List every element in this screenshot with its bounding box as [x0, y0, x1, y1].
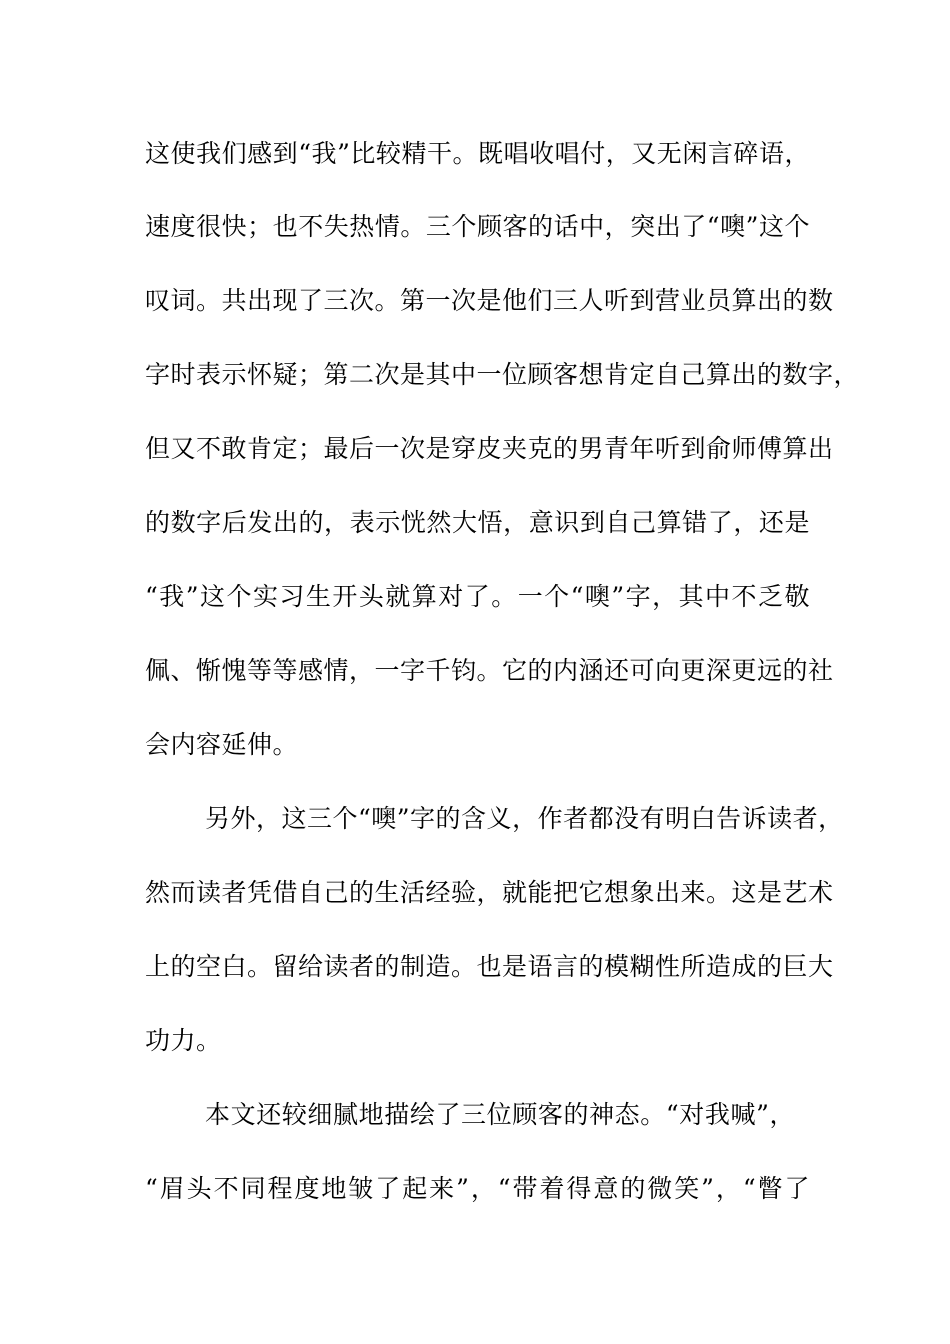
text-line: 速度很快；也不失热情。三个顾客的话中，突出了“噢”这个 [145, 212, 810, 241]
paragraph-first-line: 另外，这三个“噢”字的含义，作者都没有明白告诉读者， [205, 804, 844, 833]
text-line: 但又不敢肯定；最后一次是穿皮夹克的男青年听到俞师傅算出 [145, 434, 834, 463]
text-line: “眉头不同程度地皱了起来”，“带着得意的微笑”，“瞥了 [145, 1174, 810, 1203]
text-line: 上的空白。留给读者的制造。也是语言的模糊性所造成的巨大 [145, 952, 834, 981]
text-line: 叹词。共出现了三次。第一次是他们三人听到营业员算出的数 [145, 286, 834, 315]
text-line: 佩、惭愧等等感情，一字千钧。它的内涵还可向更深更远的社 [145, 656, 834, 685]
text-line: 这使我们感到“我”比较精干。既唱收唱付，又无闲言碎语， [145, 139, 810, 168]
text-line: 然而读者凭借自己的生活经验，就能把它想象出来。这是艺术 [145, 878, 834, 907]
text-line: 的数字后发出的，表示恍然大悟，意识到自己算错了，还是 [145, 508, 810, 537]
text-line: “我”这个实习生开头就算对了。一个“噢”字，其中不乏敬 [145, 582, 810, 611]
paragraph-first-line: 本文还较细腻地描绘了三位顾客的神态。“对我喊”， [205, 1100, 795, 1129]
text-line: 功力。 [145, 1026, 222, 1055]
text-line: 字时表示怀疑；第二次是其中一位顾客想肯定自己算出的数字， [145, 360, 860, 389]
text-line: 会内容延伸。 [145, 730, 299, 759]
